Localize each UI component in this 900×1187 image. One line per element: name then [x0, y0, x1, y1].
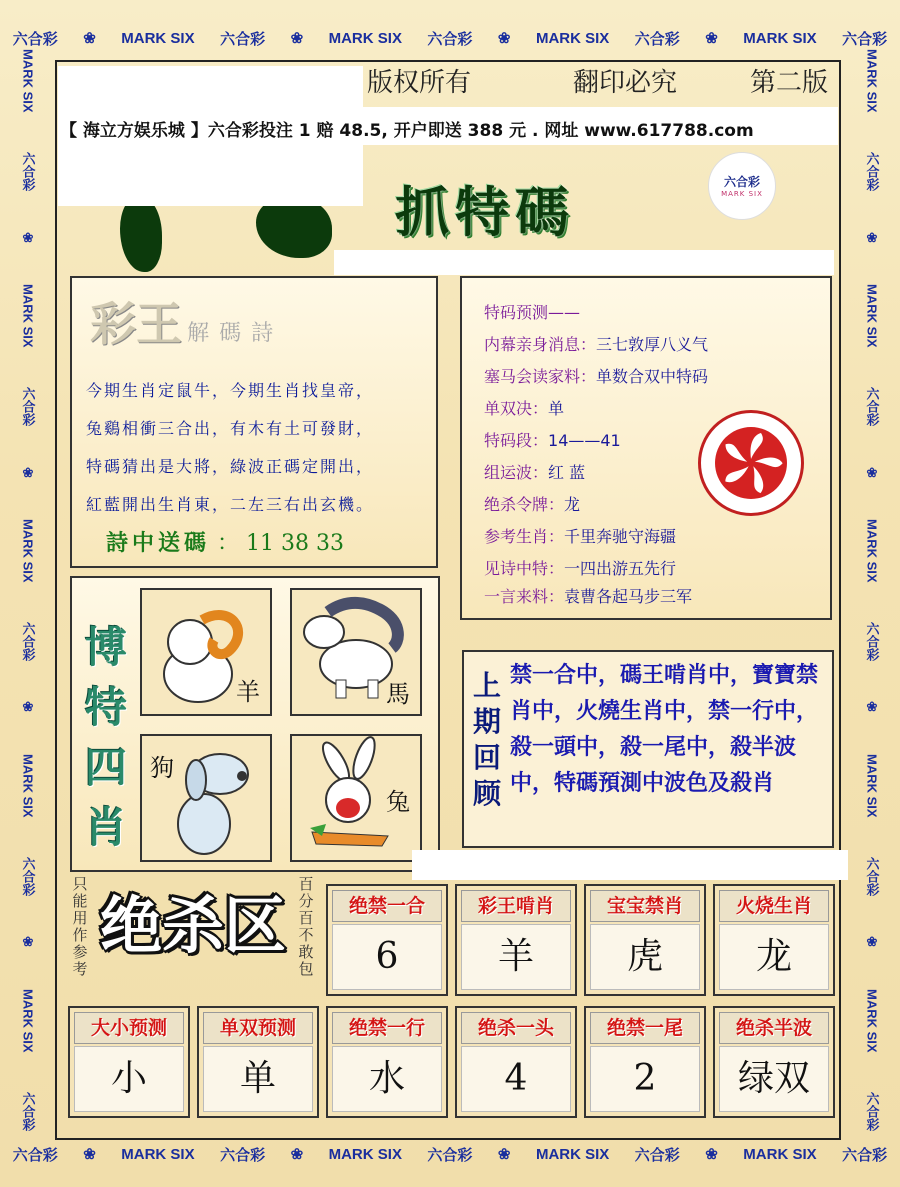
border-brand-cn: 六合彩 — [20, 621, 36, 661]
left-border-strip — [12, 30, 44, 1150]
last-review-panel — [462, 650, 834, 848]
border-brand-en: MARK SIX — [328, 1145, 402, 1163]
border-brand-cn: 六合彩 — [12, 30, 58, 48]
border-brand-en: MARK SIX — [864, 284, 880, 348]
kill-cell — [326, 1006, 448, 1118]
prediction-label: 组运波： — [484, 463, 549, 482]
border-brand-en: MARK SIX — [20, 49, 36, 113]
border-brand-cn: 六合彩 — [20, 151, 36, 191]
kill-cell-value: 绿双 — [719, 1046, 829, 1112]
border-brand-cn: 六合彩 — [842, 30, 888, 48]
edition-text: 第二版 — [750, 68, 829, 98]
four-zodiac-panel — [70, 576, 440, 872]
border-brand-en: MARK SIX — [743, 29, 817, 47]
last-review-title: 上期回顾 — [472, 669, 501, 810]
poem-title-big: 彩王 — [90, 297, 182, 351]
zodiac-label: 狗 — [150, 754, 174, 782]
zodiac-card-ram — [140, 588, 272, 716]
note-no-guarantee: 百分百不敢包 — [298, 875, 314, 978]
logo-en: MARK SIX — [721, 190, 763, 198]
flower-icon: ❀ — [866, 934, 878, 950]
border-brand-en: MARK SIX — [121, 29, 195, 47]
border-brand-en: MARK SIX — [20, 989, 36, 1053]
kill-cell-label: 单双预测 — [203, 1012, 313, 1044]
border-brand-cn: 六合彩 — [20, 1091, 36, 1131]
kill-cell-label: 大小预测 — [74, 1012, 184, 1044]
review-whitebox — [412, 850, 848, 880]
zodiac-label: 馬 — [386, 680, 410, 708]
kill-cell-label: 彩王啃肖 — [461, 890, 571, 922]
kill-cell-value: 龙 — [719, 924, 829, 990]
mark-six-logo — [708, 152, 776, 220]
border-brand-cn: 六合彩 — [634, 30, 680, 48]
bottom-border-strip — [0, 1134, 900, 1174]
ad-banner-text: 【 海立方娱乐城 】六合彩投注 1 赔 48.5, 开户即送 388 元 . 网址 www.617788.com — [60, 121, 754, 141]
hk-seal-icon — [698, 410, 804, 516]
kill-cell-value: 虎 — [590, 924, 700, 990]
border-brand-en: MARK SIX — [864, 989, 880, 1053]
flower-icon: ❀ — [22, 229, 34, 245]
border-brand-cn: 六合彩 — [864, 621, 880, 661]
prediction-label: 参考生肖： — [484, 527, 565, 546]
poem-line: 紅藍開出生肖東，二左三右出玄機。 — [86, 495, 375, 514]
prediction-item — [484, 584, 692, 607]
border-brand-en: MARK SIX — [328, 29, 402, 47]
flower-icon: ❀ — [497, 1146, 511, 1163]
border-brand-en: MARK SIX — [743, 1145, 817, 1163]
border-brand-en: MARK SIX — [864, 49, 880, 113]
prediction-value: 一四出游五先行 — [564, 559, 677, 578]
border-brand-en: MARK SIX — [20, 284, 36, 348]
last-review-text: 禁一合中，碼王啃肖中，寶寶禁肖中，火燒生肖中，禁一行中，殺一頭中，殺一尾中，殺半波中，特碼預測中波色及殺肖 — [510, 663, 819, 796]
border-brand-en: MARK SIX — [864, 754, 880, 818]
prediction-label: 绝杀令牌： — [484, 495, 565, 514]
right-border-strip — [856, 30, 888, 1150]
flower-icon: ❀ — [290, 30, 304, 47]
poem-title — [90, 288, 283, 354]
border-brand-en: MARK SIX — [121, 1145, 195, 1163]
poem-line: 兔鷄相衝三合出，有木有土可發財， — [86, 419, 375, 438]
prediction-value: 14——41 — [548, 431, 621, 450]
flower-icon: ❀ — [866, 699, 878, 715]
page-title: 抓特碼 — [395, 180, 575, 244]
kill-cell — [326, 884, 448, 996]
prediction-item — [484, 524, 676, 547]
kill-cell-label: 绝杀一头 — [461, 1012, 571, 1044]
flower-icon: ❀ — [705, 1146, 718, 1163]
border-brand-en: MARK SIX — [535, 1145, 610, 1163]
prediction-label: 单双决： — [484, 399, 549, 418]
four-zodiac-title: 博特四肖 — [84, 623, 127, 852]
flower-icon: ❀ — [22, 464, 34, 480]
bauhinia-icon — [715, 427, 787, 499]
zodiac-label: 兔 — [386, 788, 410, 816]
kill-cell — [584, 1006, 706, 1118]
kill-cell — [713, 884, 835, 996]
prediction-value: 单数合双中特码 — [596, 367, 709, 386]
prediction-value: 红 蓝 — [548, 463, 586, 482]
border-brand-cn: 六合彩 — [864, 386, 880, 426]
flower-icon: ❀ — [22, 699, 34, 715]
poem-title-small: 解碼詩 — [187, 321, 284, 346]
prediction-panel — [460, 276, 832, 620]
kill-cell-value: 羊 — [461, 924, 571, 990]
border-brand-cn: 六合彩 — [864, 1091, 880, 1131]
kill-cell-value: 小 — [74, 1046, 184, 1112]
flower-icon: ❀ — [22, 934, 34, 950]
poem-numbers-value: 11 38 33 — [246, 531, 344, 556]
kill-cell-value: 单 — [203, 1046, 313, 1112]
prediction-value: 单 — [548, 399, 565, 418]
kill-cell-value: 水 — [332, 1046, 442, 1112]
border-brand-cn: 六合彩 — [864, 151, 880, 191]
zodiac-card-horse — [290, 588, 422, 716]
kill-cell-value: 6 — [332, 924, 442, 990]
kill-cell-label: 绝禁一行 — [332, 1012, 442, 1044]
prediction-value: 三七敦厚八义气 — [596, 335, 709, 354]
zodiac-card-dog — [140, 734, 272, 862]
prediction-item — [484, 460, 585, 483]
zodiac-label: 羊 — [236, 678, 260, 706]
poem-panel — [70, 276, 438, 568]
prediction-label: 特码段： — [484, 431, 549, 450]
prediction-value: 袁曹各起马步三军 — [564, 587, 693, 606]
flower-icon: ❀ — [83, 1146, 96, 1163]
top-border-strip — [0, 18, 900, 58]
border-brand-cn: 六合彩 — [20, 386, 36, 426]
kill-cell — [713, 1006, 835, 1118]
note-reference-only: 只能用作参考 — [72, 875, 88, 978]
border-brand-en: MARK SIX — [20, 754, 36, 818]
no-reprint-text: 翻印必究 — [573, 68, 678, 98]
border-brand-cn: 六合彩 — [842, 1146, 888, 1164]
logo-cn: 六合彩 — [723, 175, 760, 189]
border-brand-cn: 六合彩 — [220, 30, 266, 48]
prediction-item — [484, 364, 708, 387]
kill-cell — [197, 1006, 319, 1118]
border-brand-cn: 六合彩 — [20, 856, 36, 896]
flower-icon: ❀ — [83, 30, 96, 47]
prediction-label: 内幕亲身消息： — [484, 335, 597, 354]
flower-icon: ❀ — [497, 30, 511, 47]
flower-icon: ❀ — [866, 464, 878, 480]
prediction-label: 见诗中特： — [484, 559, 565, 578]
prediction-item — [484, 428, 621, 451]
flower-icon: ❀ — [705, 30, 718, 47]
kill-cell-label: 火烧生肖 — [719, 890, 829, 922]
title-whitebox — [334, 250, 834, 275]
kill-cell-label: 绝禁一尾 — [590, 1012, 700, 1044]
flower-icon: ❀ — [290, 1146, 304, 1163]
kill-cell — [68, 1006, 190, 1118]
kill-zone-title: 绝杀区 — [100, 889, 287, 962]
kill-cell-label: 宝宝禁肖 — [590, 890, 700, 922]
border-brand-cn: 六合彩 — [12, 1146, 58, 1164]
kill-cell — [584, 884, 706, 996]
border-brand-cn: 六合彩 — [634, 1146, 680, 1164]
prediction-heading: 特码预测—— — [484, 303, 581, 322]
prediction-value: 千里奔驰守海疆 — [564, 527, 677, 546]
border-brand-en: MARK SIX — [20, 519, 36, 583]
copyright-text: 版权所有 — [367, 68, 472, 98]
border-brand-cn: 六合彩 — [427, 1146, 473, 1164]
prediction-item — [484, 396, 564, 419]
zodiac-card-rabbit — [290, 734, 422, 862]
kill-cell-value: 4 — [461, 1046, 571, 1112]
prediction-item — [484, 556, 676, 579]
poem-numbers: 詩中送碼 ： 11 38 33 — [106, 530, 344, 556]
border-brand-en: MARK SIX — [535, 29, 610, 47]
prediction-item — [484, 332, 708, 355]
prediction-label: 一言来料： — [484, 587, 565, 606]
border-brand-cn: 六合彩 — [864, 856, 880, 896]
prediction-value: 龙 — [564, 495, 581, 514]
kill-cell-label: 绝杀半波 — [719, 1012, 829, 1044]
border-brand-cn: 六合彩 — [220, 1146, 266, 1164]
poem-line: 今期生肖定鼠牛，今期生肖找皇帝， — [86, 381, 375, 400]
prediction-item — [484, 492, 580, 515]
kill-cell — [455, 884, 577, 996]
prediction-label: 塞马会读家料： — [484, 367, 597, 386]
border-brand-en: MARK SIX — [864, 519, 880, 583]
kill-cell-label: 绝禁一合 — [332, 890, 442, 922]
poem-line: 特碼猜出是大將，綠波正碼定開出， — [86, 457, 375, 476]
kill-cell — [455, 1006, 577, 1118]
kill-cell-value: 2 — [590, 1046, 700, 1112]
border-brand-cn: 六合彩 — [427, 30, 473, 48]
flower-icon: ❀ — [866, 229, 878, 245]
poem-numbers-label: 詩中送碼 — [106, 530, 211, 556]
